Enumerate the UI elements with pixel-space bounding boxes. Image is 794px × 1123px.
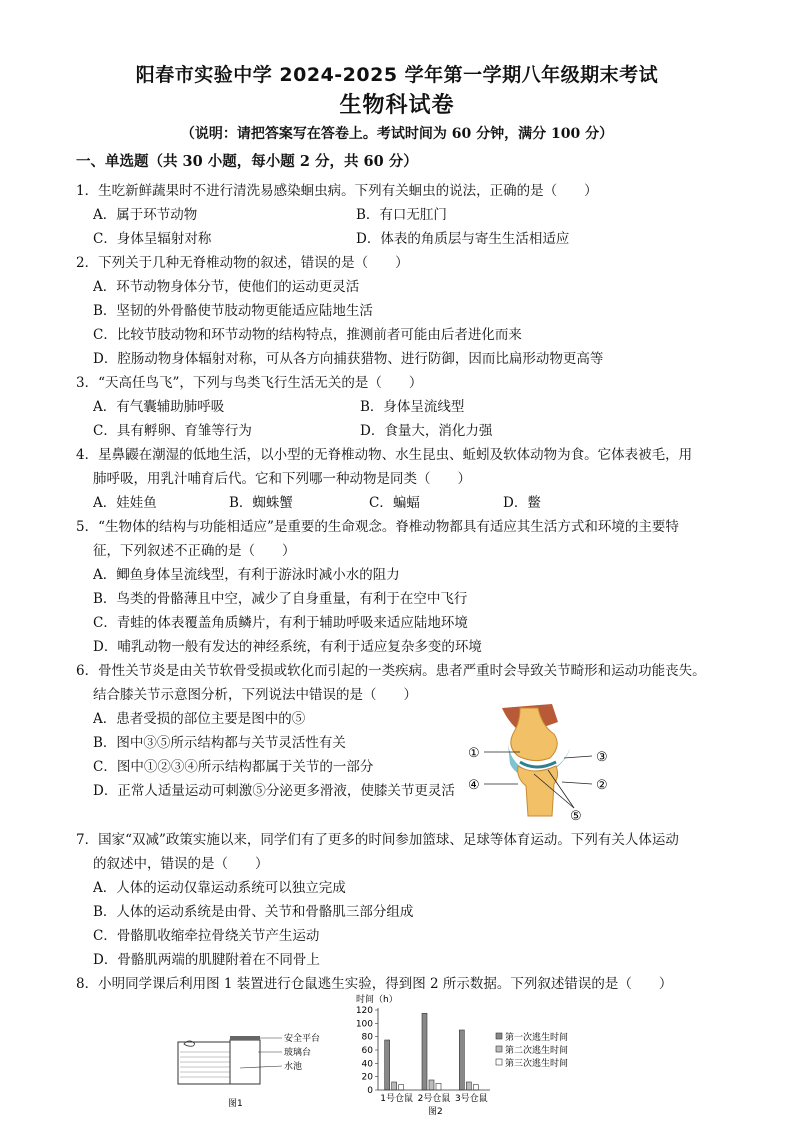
knee-joint-figure (462, 704, 622, 822)
q3-option-c: C．具有孵卵、育雏等行为 (93, 423, 252, 439)
q4-option-b: B．蜘蛛蟹 (229, 495, 293, 511)
escape-time-chart (340, 990, 580, 1116)
q7-option-b: B．人体的运动系统是由骨、关节和骨骼肌三部分组成 (93, 904, 414, 920)
q7-option-a: A．人体的运动仅靠运动系统可以独立完成 (93, 880, 346, 896)
knee-label-1: ① (468, 746, 480, 761)
q2-option-b: B．坚韧的外骨骼使节肢动物更能适应陆地生活 (93, 303, 373, 319)
chart-bar (399, 1085, 404, 1090)
q1-option-c: C．身体呈辐射对称 (93, 231, 212, 247)
q3-option-d: D．食量大，消化力强 (360, 423, 493, 439)
chart-bar (429, 1080, 434, 1090)
chart-caption: 图2 (428, 1107, 443, 1116)
exam-title: 阳春市实验中学 2024-2025 学年第一学期八年级期末考试 (135, 64, 659, 86)
chart-y-tick-label: 100 (355, 1019, 373, 1030)
q3-option-b: B．身体呈流线型 (360, 399, 465, 415)
chart-legend-swatch (496, 1033, 502, 1039)
q1-option-a: A．属于环节动物 (93, 207, 198, 223)
chart-x-tick-label: 3号仓鼠 (454, 1094, 488, 1104)
fig1-label-safe-platform: 安全平台 (284, 1034, 321, 1044)
chart-legend-label: 第二次逃生时间 (505, 1046, 569, 1056)
question-7-stem-2: 的叙述中，错误的是（ ） (93, 856, 269, 872)
chart-bar (385, 1040, 390, 1090)
chart-bar (436, 1083, 441, 1090)
chart-legend-swatch (496, 1059, 502, 1065)
section-title: 一、单选题（共 30 小题，每小题 2 分，共 60 分） (76, 153, 418, 170)
tibia (518, 766, 558, 816)
question-1-stem: 1．生吃新鲜蔬果时不进行清洗易感染蛔虫病。下列有关蛔虫的说法，正确的是（ ） (76, 183, 598, 199)
q4-option-a: A．娃娃鱼 (93, 495, 157, 511)
question-7-stem-1: 7．国家“双减”政策实施以来，同学们有了更多的时间参加篮球、足球等体育运动。下列有关人体运动 (76, 832, 679, 848)
chart-bar (466, 1082, 471, 1090)
question-3-stem: 3．“天高任鸟飞”，下列与鸟类飞行生活无关的是（ ） (76, 375, 423, 391)
question-8-stem: 8．小明同学课后利用图 1 装置进行仓鼠逃生实验，得到图 2 所示数据。下列叙述错误的是（ ） (76, 976, 673, 992)
chart-x-tick-label: 2号仓鼠 (417, 1094, 451, 1104)
chart-legend-label: 第一次逃生时间 (505, 1033, 569, 1043)
chart-y-tick-label: 80 (361, 1032, 373, 1043)
question-4-stem-1: 4．星鼻鼹在潮湿的低地生活，以小型的无脊椎动物、水生昆虫、蚯蚓及软体动物为食。它体表被毛，用 (76, 447, 693, 463)
chart-bar (473, 1085, 478, 1090)
question-5-stem-1: 5．“生物体的结构与功能相适应”是重要的生命观念。脊椎动物都具有适应其生活方式和环境的主要特 (76, 519, 679, 535)
escape-apparatus-figure (170, 1030, 340, 1110)
chart-x-tick-label: 1号仓鼠 (380, 1094, 414, 1104)
q7-option-c: C．骨骼肌收缩牵拉骨绕关节产生运动 (93, 928, 320, 944)
chart-y-tick-label: 40 (361, 1059, 373, 1070)
chart-bar (422, 1013, 427, 1090)
q2-option-c: C．比较节肢动物和环节动物的结构特点，推测前者可能由后者进化而来 (93, 327, 522, 343)
q6-option-d: D．正常人适量运动可刺激⑤分泌更多滑液，使膝关节更灵活 (93, 783, 455, 799)
q5-option-c: C．青蛙的体表覆盖角质鳞片，有利于辅助呼吸来适应陆地环境 (93, 615, 468, 631)
chart-y-tick-label: 0 (367, 1086, 373, 1096)
chart-ylabel: 时间（h） (356, 995, 398, 1005)
knee-label-2: ② (596, 778, 608, 793)
q7-option-d: D．骨骼肌两端的肌腱附着在不同骨上 (93, 952, 320, 968)
q5-option-d: D．哺乳动物一般有发达的神经系统，有利于适应复杂多变的环境 (93, 639, 482, 655)
chart-y-tick-label: 60 (361, 1046, 373, 1056)
knee-label-3: ③ (596, 750, 608, 765)
q5-option-a: A．鲫鱼身体呈流线型，有利于游泳时减小水的阻力 (93, 567, 400, 583)
q6-option-c: C．图中①②③④所示结构都属于关节的一部分 (93, 759, 374, 775)
articular-cartilage (520, 762, 556, 767)
exam-subtitle: 生物科试卷 (339, 93, 455, 118)
knee-label-5: ⑤ (570, 809, 582, 822)
question-4-stem-2: 肺呼吸，用乳汁哺育后代。它和下列哪一种动物是同类（ ） (93, 471, 471, 487)
q4-option-c: C．蝙蝠 (369, 495, 420, 511)
chart-y-tick-label: 120 (355, 1006, 373, 1016)
chart-bar (392, 1082, 397, 1090)
safety-platform (230, 1036, 260, 1040)
q2-option-d: D．腔肠动物身体辐射对称，可从各方向捕获猎物、进行防御，因而比扁形动物更高等 (93, 351, 604, 367)
question-2-stem: 2．下列关于几种无脊椎动物的叙述，错误的是（ ） (76, 255, 409, 271)
q1-option-d: D．体表的角质层与寄生生活相适应 (356, 231, 570, 247)
chart-bar (459, 1030, 464, 1090)
question-6-stem-1: 6．骨性关节炎是由关节软骨受损或软化而引起的一类疾病。患者严重时会导致关节畸形和运动功能丧失。 (76, 663, 706, 679)
exam-note: （说明：请把答案写在答卷上。考试时间为 60 分钟，满分 100 分） (180, 126, 614, 142)
fig1-label-pool: 水池 (284, 1062, 303, 1072)
fig1-caption: 图1 (228, 1099, 243, 1109)
q1-option-b: B．有口无肛门 (356, 207, 447, 223)
chart-y-tick-label: 20 (361, 1072, 373, 1083)
glass-platform (230, 1040, 260, 1084)
chart-legend-swatch (496, 1046, 502, 1052)
knee-label-4: ④ (468, 778, 480, 793)
question-5-stem-2: 征，下列叙述不正确的是（ ） (93, 543, 296, 559)
q5-option-b: B．鸟类的骨骼薄且中空，减少了自身重量，有利于在空中飞行 (93, 591, 468, 607)
q4-option-d: D．鳖 (503, 495, 541, 511)
q3-option-a: A．有气囊辅助肺呼吸 (93, 399, 225, 415)
q6-option-a: A．患者受损的部位主要是图中的⑤ (93, 711, 306, 727)
q6-option-b: B．图中③⑤所示结构都与关节灵活性有关 (93, 735, 346, 751)
chart-legend-label: 第三次逃生时间 (505, 1059, 569, 1069)
question-6-stem-2: 结合膝关节示意图分析，下列说法中错误的是（ ） (93, 687, 417, 703)
q2-option-a: A．环节动物身体分节，使他们的运动更灵活 (93, 279, 360, 295)
fig1-label-glass: 玻璃台 (284, 1048, 312, 1058)
